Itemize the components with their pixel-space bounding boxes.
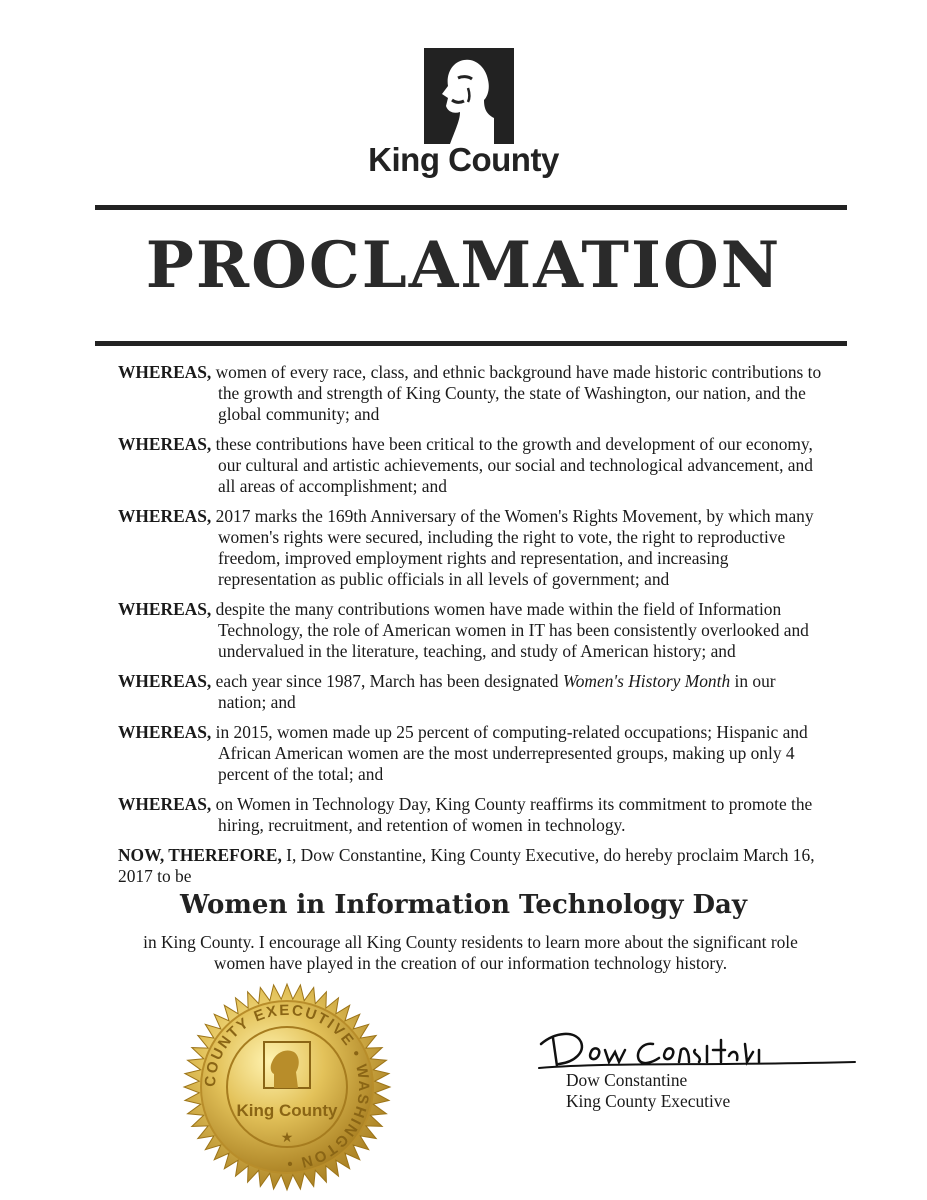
document-title: PROCLAMATION (145, 228, 782, 303)
whereas-clause (118, 362, 823, 425)
whereas-clause (118, 506, 823, 590)
seal-center-text: King County (236, 1101, 338, 1120)
clause-lead: WHEREAS, (118, 434, 212, 454)
bottom-divider (95, 341, 847, 346)
organization-name: King County (368, 141, 559, 178)
clause-text: despite the many contributions women have made within the field of Information Technology, the role of American women in IT has been consistently overlooked and undervalued in the literature, teaching, and study of American history; and (215, 599, 809, 661)
clause-text: 2017 marks the 169th Anniversary of the Women's Rights Movement, by which many women's rights were secured, including the right to vote, the right to reproductive freedom, improved employment rights and representation, and increasing representation as public officials in all levels of government; and (215, 506, 814, 589)
seal-star-icon: ★ (280, 1131, 294, 1146)
clause-text: in 2015, women made up 25 percent of computing-related occupations; Hispanic and African American women are the most underrepresented groups, making up only 4 percent of the total; and (215, 722, 808, 784)
whereas-clause (118, 794, 823, 836)
signer-title: King County Executive (566, 1091, 731, 1111)
clause-lead: WHEREAS, (118, 794, 212, 814)
clause-text: on Women in Technology Day, King County reaffirms its commitment to promote the hiring, recruitment, and retention of women in technology. (215, 794, 813, 835)
whereas-clause (118, 434, 823, 497)
proclamation-body (118, 362, 823, 887)
seal-icon (182, 982, 392, 1192)
closing-paragraph: in King County. I encourage all King County residents to learn more about the significant role women have played in the creation of our information technology history. (143, 932, 798, 973)
clause-text: women of every race, class, and ethnic background have made historic contributions to the growth and strength of King County, the state of Washington, our nation, and the global community; and (215, 362, 822, 424)
conclusion-lead: NOW, THEREFORE, (118, 845, 282, 865)
signer-name: Dow Constantine (566, 1070, 688, 1090)
whereas-clause (118, 722, 823, 785)
clause-lead: WHEREAS, (118, 506, 212, 526)
clause-emphasis: Women's History Month (562, 671, 731, 691)
gold-seal (182, 982, 392, 1192)
signature (535, 1022, 865, 1074)
whereas-clause (118, 671, 823, 713)
clause-text: these contributions have been critical to the growth and development of our economy, our cultural and artistic achievements, our social and technological advancement, and all areas of accomplishment; and (215, 434, 813, 496)
whereas-clause (118, 599, 823, 662)
clause-text: each year since 1987, March has been designated (215, 671, 559, 691)
clause-lead: WHEREAS, (118, 722, 212, 742)
clause-lead: WHEREAS, (118, 671, 212, 691)
king-county-logo-icon (424, 48, 514, 144)
conclusion-clause (118, 845, 823, 887)
seal-ring-text: COUNTY EXECUTIVE • WASHINGTON • (201, 1001, 373, 1173)
signer-block (566, 1070, 730, 1112)
signature-icon (535, 1022, 865, 1074)
clause-text: in our nation; and (218, 671, 776, 712)
king-county-logo (424, 48, 514, 144)
top-divider (95, 205, 847, 210)
conclusion-text: I, Dow Constantine, King County Executive, do hereby proclaim March 16, 2017 to be (118, 845, 815, 886)
proclaimed-day-title: Women in Information Technology Day (179, 890, 748, 920)
clause-lead: WHEREAS, (118, 599, 212, 619)
clause-lead: WHEREAS, (118, 362, 212, 382)
